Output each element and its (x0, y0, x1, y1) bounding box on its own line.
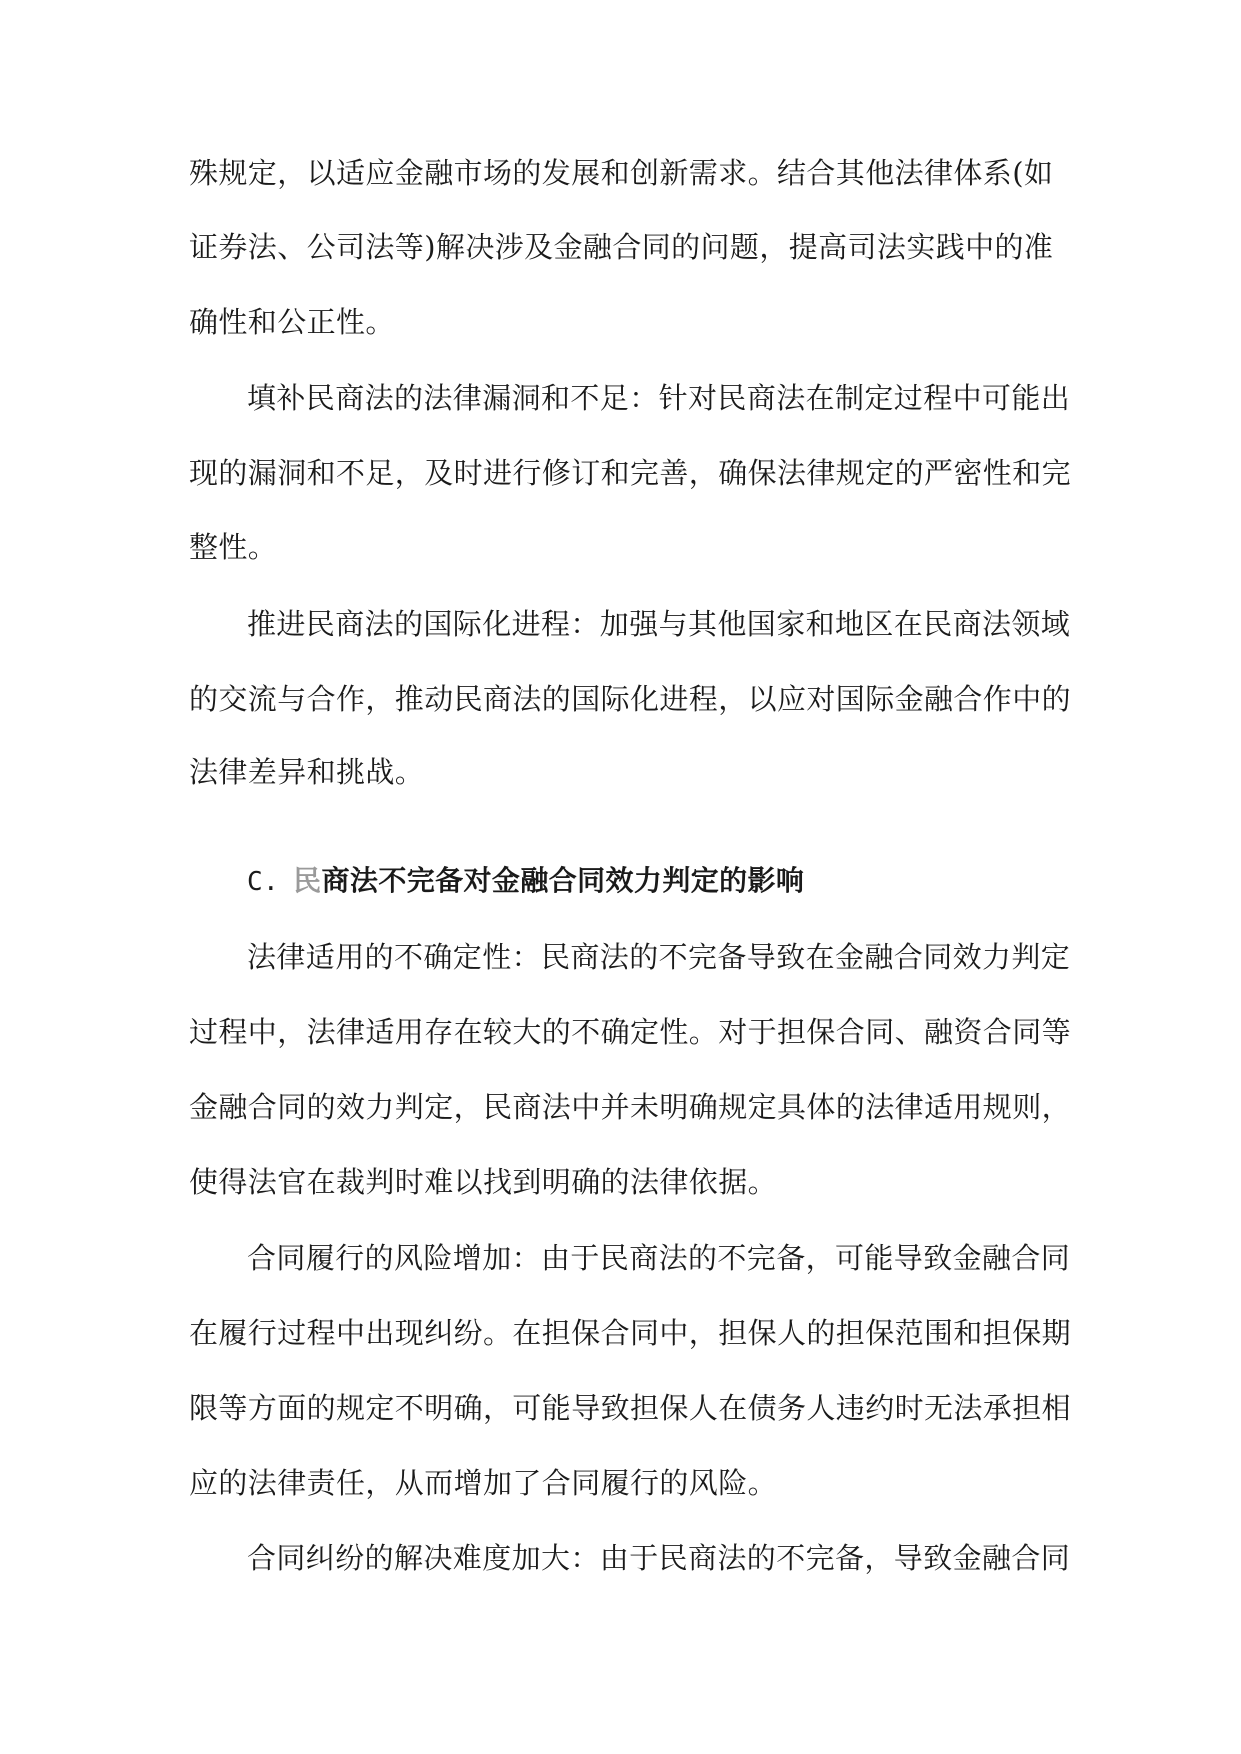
heading-text: 商法不完备对金融合同效力判定的影响 (321, 864, 805, 897)
body-line: 法律差异和挑战。 (189, 755, 425, 789)
body-line: 的交流与合作，推动民商法的国际化进程，以应对国际金融合作中的 (189, 682, 1072, 716)
body-line: 应的法律责任，从而增加了合同履行的风险。 (189, 1466, 778, 1500)
body-line: 在履行过程中出现纠纷。在担保合同中，担保人的担保范围和担保期 (189, 1316, 1072, 1350)
body-line: 限等方面的规定不明确，可能导致担保人在债务人违约时无法承担相 (189, 1391, 1072, 1425)
body-line: 殊规定，以适应金融市场的发展和创新需求。结合其他法律体系(如 (189, 156, 1054, 190)
body-line: 现的漏洞和不足，及时进行修订和完善，确保法律规定的严密性和完 (189, 456, 1072, 490)
body-line: 过程中，法律适用存在较大的不确定性。对于担保合同、融资合同等 (189, 1015, 1072, 1049)
body-line: 法律适用的不确定性：民商法的不完备导致在金融合同效力判定 (247, 940, 1071, 974)
body-line: 整性。 (189, 530, 278, 564)
body-line: 推进民商法的国际化进程：加强与其他国家和地区在民商法领域 (247, 607, 1071, 641)
body-line: 填补民商法的法律漏洞和不足：针对民商法在制定过程中可能出 (247, 381, 1071, 415)
body-line: 合同纠纷的解决难度加大：由于民商法的不完备，导致金融合同 (247, 1541, 1071, 1575)
heading-first-char: 民 (293, 864, 322, 897)
body-line: 确性和公正性。 (189, 305, 395, 339)
body-line: 使得法官在裁判时难以找到明确的法律依据。 (189, 1165, 778, 1199)
body-line: 证券法、公司法等)解决涉及金融合同的问题，提高司法实践中的准 (189, 230, 1054, 264)
body-line: 合同履行的风险增加：由于民商法的不完备，可能导致金融合同 (247, 1241, 1071, 1275)
section-heading (247, 861, 804, 902)
body-line: 金融合同的效力判定，民商法中并未明确规定具体的法律适用规则， (189, 1090, 1072, 1124)
section-marker: C. (247, 867, 280, 897)
